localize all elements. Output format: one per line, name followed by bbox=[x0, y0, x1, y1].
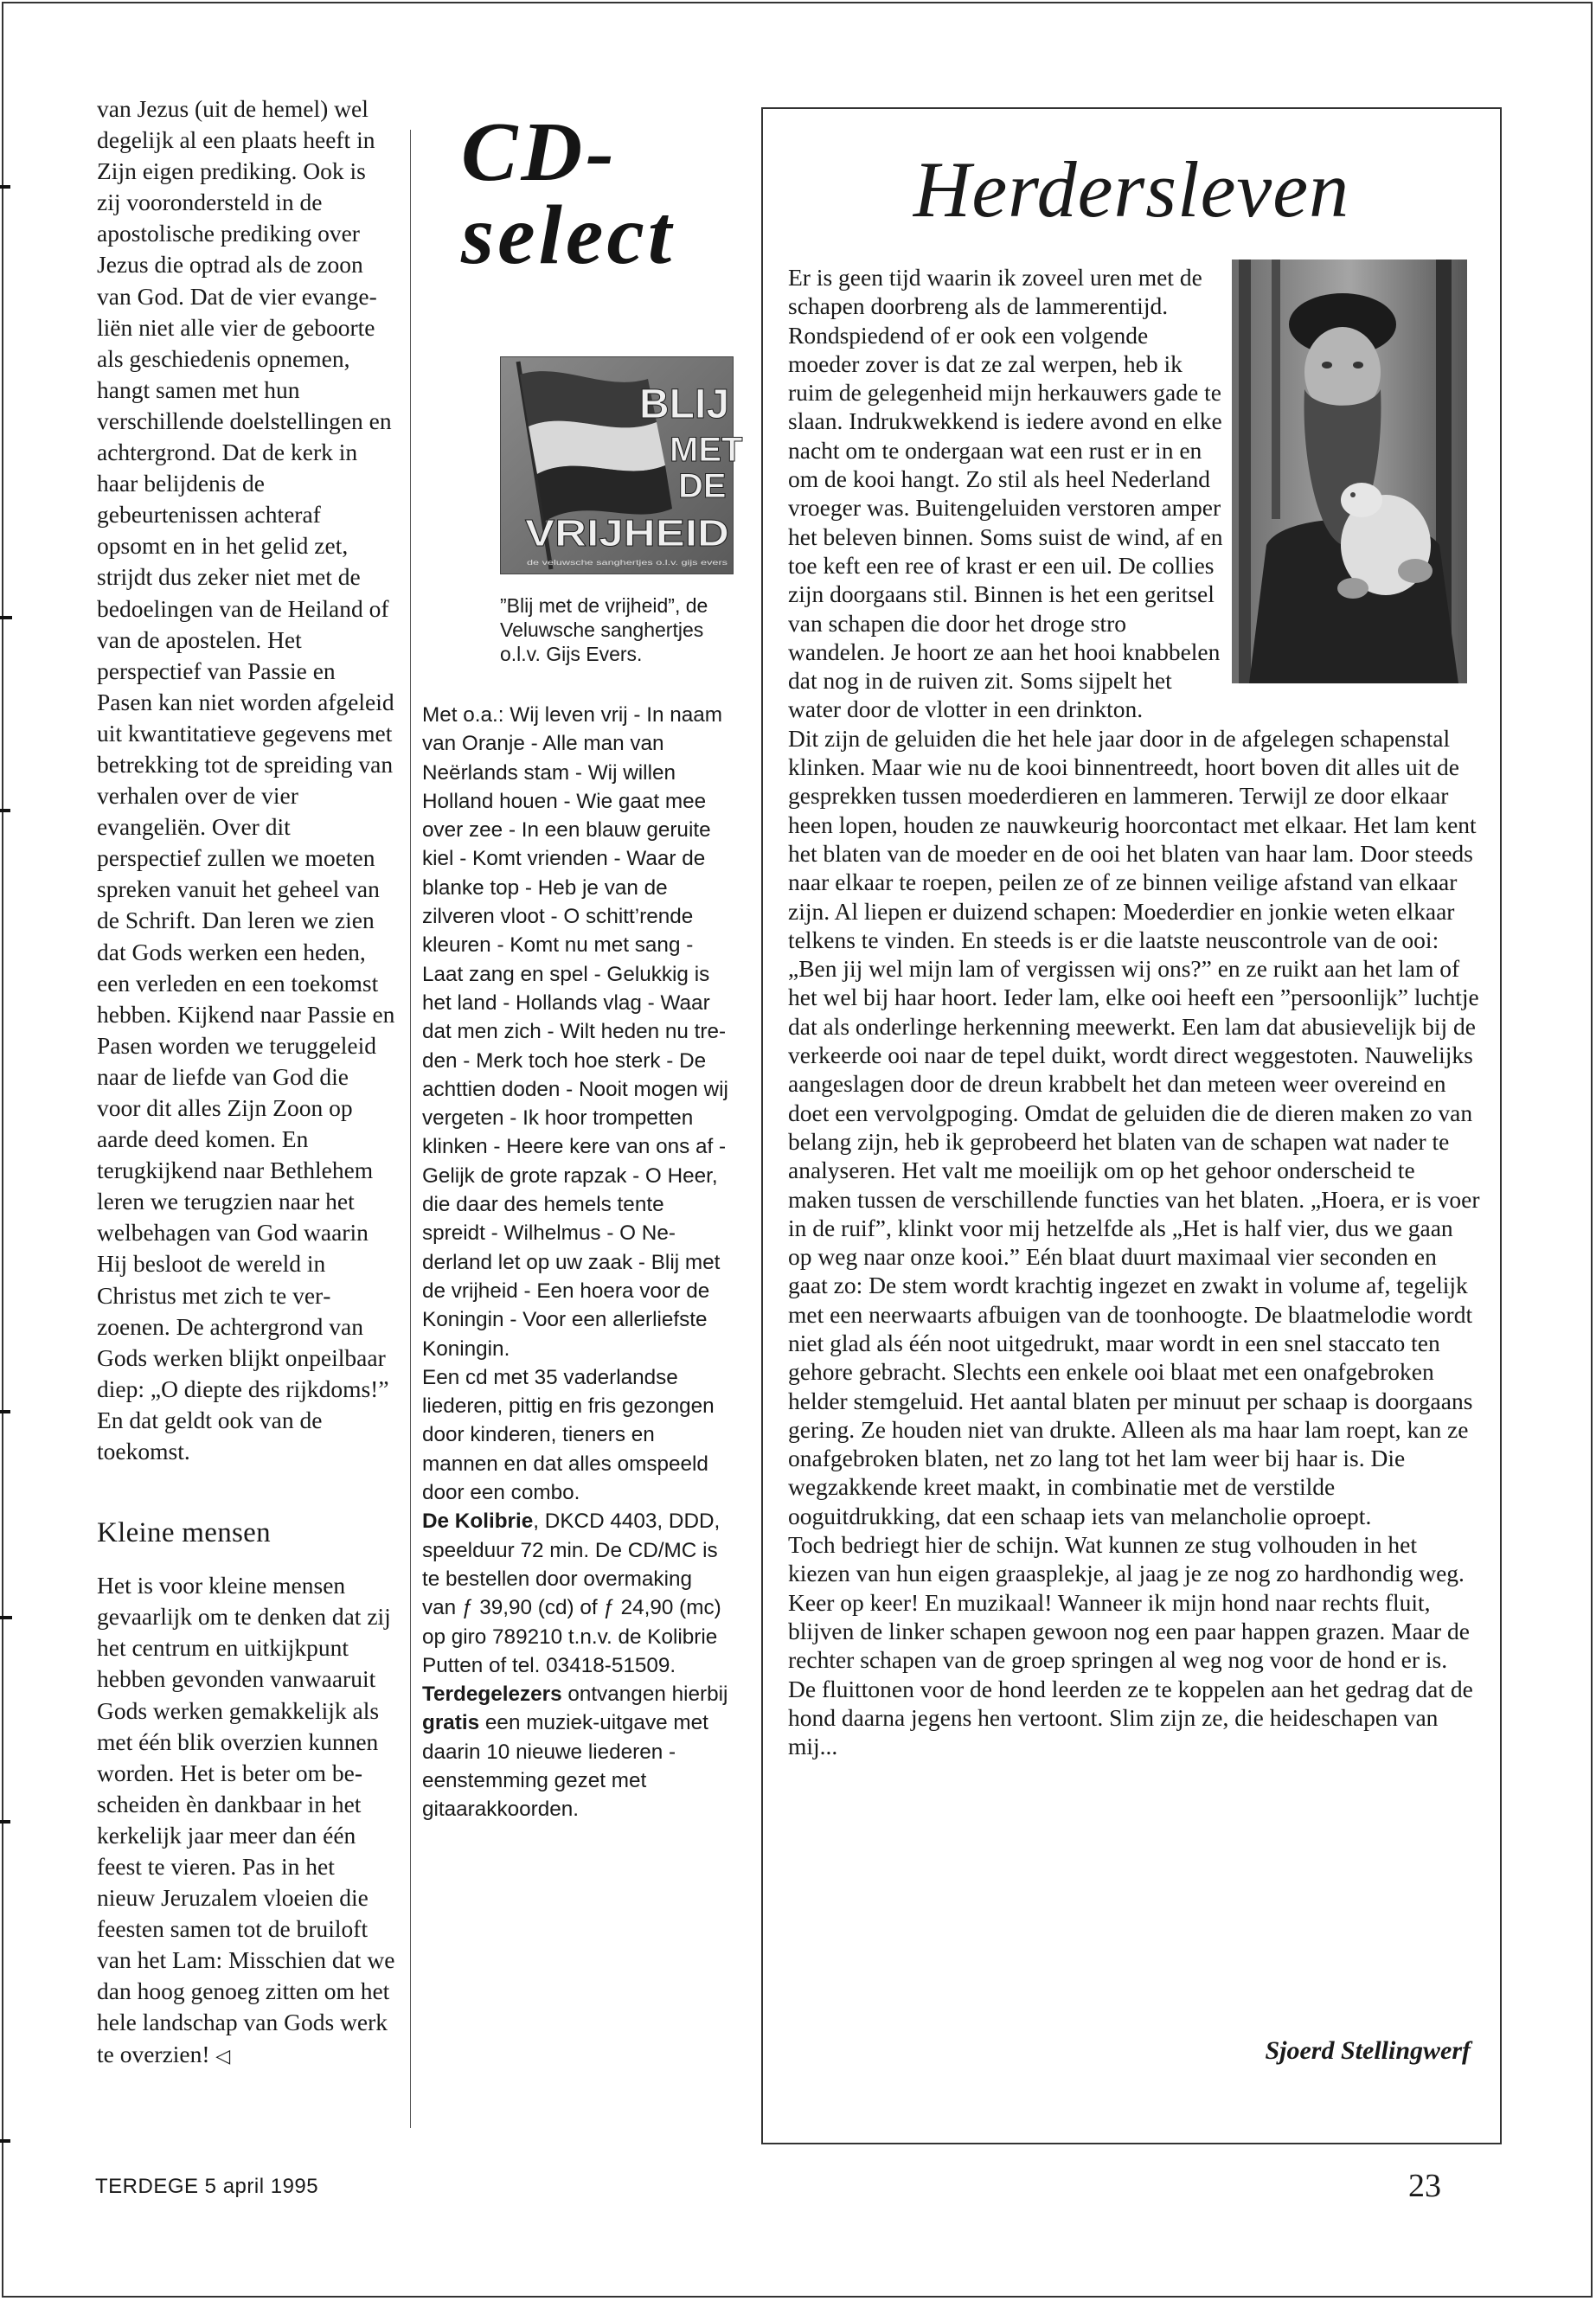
section-heading: Kleine mensen bbox=[97, 1517, 271, 1549]
herdersleven-paragraph: Er is geen tijd waarin ik zoveel uren met de schapen doorbreng als de lammerentijd. Rondspiedend of er ook een volgende moeder zover is dat ze zal werpen, heb ik ruim de gelegenheid mijn herkauwers gade te slaan. Indrukwekkend is iedere avond en elke nacht om te ondergaan wat een rust er in en om de kooi hangt. Zo stil als heel Nederland vroeger was. Buitengeluiden verstoren amper het beleven binnen. Soms suist de wind, af en toe keft een ree of krast er een uil. De collies zijn doorgaans stil. Binnen is het een geritsel van schapen die door het droge stro wandelen. Je hoort ze aan het hooi knabbelen dat nog in de ruiven zit. Soms sijpelt het water door de vlotter in een drinkton. bbox=[788, 264, 1223, 723]
cd-title-dash: - bbox=[586, 106, 618, 199]
cd-cover-artwork bbox=[501, 357, 743, 574]
herdersleven-title: Herdersleven bbox=[913, 145, 1350, 234]
herdersleven-paragraph: Dit zijn de geluiden die het hele jaar door in de afgelegen schapenstal klinken. Maar wie nu de kooi binnentreedt, hoort boven dit alles uit de gesprekken tussen moederdieren en lammeren. Terwijl ze door elkaar heen lopen, houden ze nauwkeurig hoorcontact met elkaar. Het lam kent het blaten van de moeder en de ooi het blaten van haar lam. Door steeds naar elkaar te roepen, peilen ze of ze binnen veilige afstand van elkaar zijn. Al liepen er duizend schapen: Moederdier en jonkie weten elkaar telkens te vinden. En steeds is er die laatste neuscontrole van de ooi: „Ben jij wel mijn lam of vergissen wij ons?” en ze ruikt aan het lam of het wel bij haar hoort. Ieder lam, elke ooi heeft een ”persoonlijk” luchtje dat als onderlinge herkenning meewerkt. Een lam dat abusievelijk bij de verkeerde ooi naar de tepel duikt, wordt direct weggestoten. Nauwelijks aangeslagen door de dreun krabbelt het dan meteen weer overeind en doet een vervolgpoging. Omdat de geluiden die de dieren maken zo van belang zijn, heb ik geprobeerd het blaten van de schapen wat nader te analyseren. Het valt me moeilijk om op het gehoor onderscheid te maken tussen de verschillende functies van het blaten. „Hoera, er is voer in de ruif”, klinkt voor mij hetzelfde als „Het is half vier, dus we gaan op weg naar onze kooi.” Eén blaat duurt maximaal vier seconden en gaat zo: De stem wordt krachtig ingezet en zwakt in volume af, tegelijk met een neerwaarts afbuigen van de toonhoogte. De blaatmelodie wordt niet glad als één noot uitgedrukt, maar wordt in een snel staccato ten gehore gebracht. Slechts een enkele ooi blaat met een onafgebroken helder stemgeluid. Het aantal blaten per minuut per schaap is doorgaans gering. Ze houden niet van drukte. Alleen als ma haar lam roept, kan ze onafgebroken blaten, net zo lang tot het lam weer bij haar is. Die wegzakkende kreet maakt, in combinatie met de verstilde ooguitdrukking, dat een schaap iets van melancholie oproept. bbox=[788, 724, 1480, 1529]
column-divider bbox=[410, 130, 411, 2128]
cd-cover-word-de: DE bbox=[678, 467, 727, 505]
cd-cover-image bbox=[500, 356, 743, 574]
author-signature: Sjoerd Stellingwerf bbox=[1265, 2036, 1471, 2065]
cd-cover-credit: de veluwsche sanghertjes o.l.v. gijs evers bbox=[527, 559, 727, 567]
margin-mark bbox=[0, 809, 10, 812]
closing-paragraph-text: Het is voor kleine mensen gevaarlijk om te denken dat zij het centrum en uitkijkpunt hebben gevonden vanwaaruit Gods werken gemakkelijk als met één blik overzien kunnen worden. Het is beter om bescheiden èn dankbaar in het kerkelijk jaar meer dan één feest te vieren. Pas in het nieuw Jeruzalem vloeien die feesten samen tot de bruiloft van het Lam: Misschien dat we dan hoog genoeg zitten om het hele landschap van Gods werk te overzien! bbox=[97, 1572, 395, 2067]
article-continuation-column bbox=[97, 93, 395, 2072]
cd-title-line2: select bbox=[461, 189, 676, 282]
offer-lead: Terdegelezers bbox=[422, 1682, 562, 1707]
cd-reader-offer bbox=[422, 1680, 729, 1823]
cd-select-column bbox=[422, 102, 743, 1824]
cd-review-body bbox=[422, 701, 729, 1824]
cd-label-name: De Kolibrie bbox=[422, 1509, 534, 1534]
cd-label-details: , DKCD 4403, DDD, speelduur 72 min. De CD/MC is te bestellen door overmaking van ƒ 39,90 (cd) of ƒ 24,90 (mc) op giro 789210 t.n.v. de Kolibrie Putten of tel. 03418-51509. bbox=[422, 1509, 721, 1677]
photo-wrap-space bbox=[1224, 263, 1480, 685]
margin-mark bbox=[0, 2139, 10, 2143]
cd-ordering-info bbox=[422, 1507, 729, 1680]
cd-cover-word-met: MET bbox=[670, 431, 743, 469]
cd-cover-caption: ”Blij met de vrijheid”, de Veluwsche sanghertjes o.l.v. Gijs Evers. bbox=[500, 594, 708, 665]
margin-mark bbox=[0, 185, 10, 189]
offer-mid: ontvangen hierbij bbox=[561, 1682, 728, 1707]
offer-free: gratis bbox=[422, 1711, 480, 1735]
offer-end: een muziek-uitgave met daarin 10 nieuwe liederen - eenstemming gezet met gitaarakkoorden. bbox=[422, 1711, 708, 1822]
article-body-paragraph: van Jezus (uit de hemel) wel degelijk al een plaats heeft in Zijn eigen prediking. Ook is zij voorondersteld in de apostolische prediking over Jezus die optrad als de zoon van God. Dat de vier evangeliën niet alle vier de geboorte als geschiedenis opnemen, hangt samen met hun verschillende doelstellingen en achtergrond. Dat de kerk in haar belijdenis de gebeurtenissen achteraf opsomt en in het gelid zet, strijdt dus zeker niet met de bedoelingen van de Heiland of van de apostelen. Het perspectief van Passie en Pasen kan niet worden afgeleid uit kwantitatieve gegevens met betrekking tot de spreiding van verhalen over de vier evangeliën. Over dit perspectief zullen we moeten spreken vanuit het geheel van de Schrift. Dan leren we zien dat Gods werken een heden, een verleden en een toekomst hebben. Kijkend naar Passie en Pasen worden we teruggeleid naar de liefde van God die voor dit alles Zijn Zoon op aarde deed komen. En terugkijkend naar Bethlehem leren we terugzien naar het welbehagen van God waarin Hij besloot de wereld in Christus met zich te verzoenen. De achtergrond van Gods werken blijkt onpeilbaar diep: „O diepte des rijkdoms!” En dat geldt ook van de toekomst. bbox=[97, 95, 395, 1465]
cd-select-title bbox=[461, 106, 734, 282]
article-body-paragraph bbox=[97, 1570, 395, 2072]
cd-track-list: Met o.a.: Wij leven vrij - In naam van Oranje - Alle man van Neërlands stam - Wij willen Holland houen - Wie gaat mee over zee - In een blauw geruite kiel - Komt vrienden - Waar de blanke top - Heb je van de zilveren vloot - O schitt’rende kleuren - Komt nu met sang - Laat zang en spel - Gelukkig is het land - Hollands vlag - Waar dat men zich - Wilt heden nu treden - Merk toch hoe sterk - De achttien doden - Nooit mogen wij vergeten - Ik hoor trompetten klinken - Heere kere van ons af - Gelijk de grote rapzak - O Heer, die daar des hemels tente spreidt - Wilhelmus - O Nederland let op uw zaak - Blij met de vrijheid - Een hoera voor de Koningin - Voor een allerliefste Koningin. bbox=[422, 703, 728, 1361]
herdersleven-paragraph: Toch bedriegt hier de schijn. Wat kunnen ze stug volhouden in het kiezen van hun eigen graasplekje, al jaag je ze nog zo hardhondig weg. Keer op keer! En muzikaal! Wanneer ik mijn hond naar rechts fluit, blijven de linker schapen gewoon nog een paar happen grazen. Maar de rechter schapen van de groep springen al weg nog voor de hond er is. De fluittonen voor de hond leerden ze te koppelen aan het gedrag dat de hond daarna jegens hen vertoont. Slim zijn ze, die heideschapen van mij... bbox=[788, 1531, 1473, 1760]
cd-description: Een cd met 35 vaderlandse liederen, pittig en fris gezongen door kinderen, tieners en mannen en dat alles omspeeld door een combo. bbox=[422, 1365, 715, 1505]
page-number: 23 bbox=[1408, 2168, 1441, 2204]
margin-mark bbox=[0, 1616, 12, 1619]
publication-footer: TERDEGE 5 april 1995 bbox=[95, 2175, 319, 2198]
margin-mark bbox=[0, 616, 12, 619]
cd-cover-word-vrijheid: VRIJHEID bbox=[525, 512, 729, 554]
cd-cover-word-blij: BLIJ bbox=[639, 381, 730, 427]
end-of-article-icon: ◁ bbox=[215, 2044, 231, 2067]
herdersleven-box bbox=[761, 107, 1502, 2144]
margin-mark bbox=[0, 1410, 10, 1413]
herdersleven-body bbox=[788, 263, 1480, 1760]
margin-mark bbox=[0, 1820, 10, 1823]
cd-title-line1: CD bbox=[461, 106, 586, 199]
